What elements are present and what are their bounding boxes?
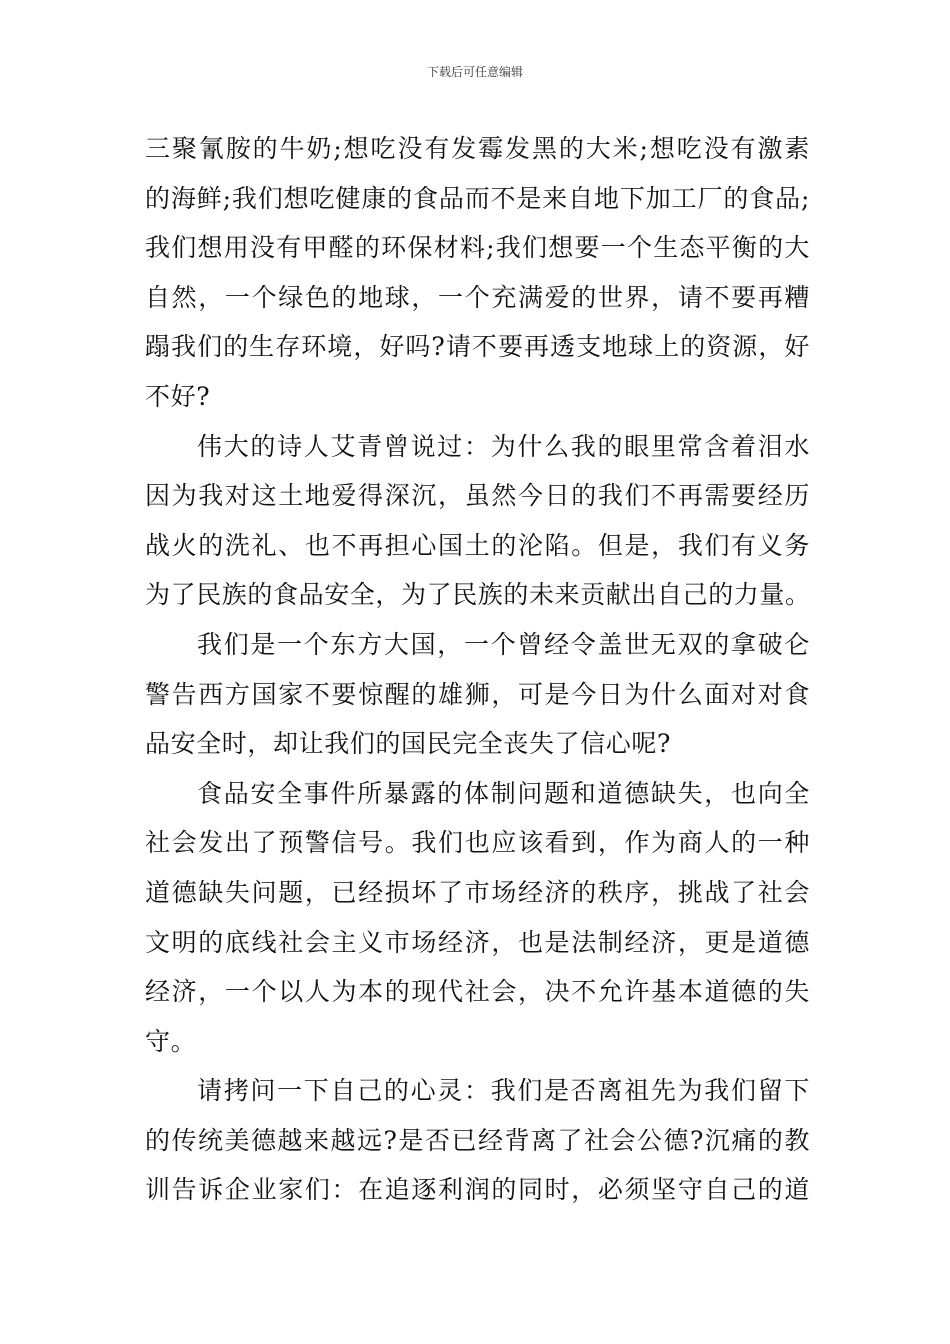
text-line: 的海鲜;我们想吃健康的食品而不是来自地下加工厂的食品; — [145, 183, 810, 213]
text-line: 社会发出了预警信号。我们也应该看到，作为商人的一种 — [145, 828, 810, 858]
text-line: 三聚氰胺的牛奶;想吃没有发霉发黑的大米;想吃没有激素 — [145, 134, 810, 163]
paragraph — [145, 620, 810, 769]
document-body — [145, 124, 810, 1215]
text-line: 蹋我们的生存环境，好吗?请不要再透支地球上的资源，好 — [145, 332, 810, 362]
text-line: 经济，一个以人为本的现代社会，决不允许基本道德的失 — [145, 977, 810, 1007]
paragraph — [145, 124, 810, 422]
text-line: 伟大的诗人艾青曾说过：为什么我的眼里常含着泪水 — [197, 431, 810, 461]
text-line: 请拷问一下自己的心灵：我们是否离祖先为我们留下 — [197, 1076, 810, 1106]
text-line: 警告西方国家不要惊醒的雄狮，可是今日为什么面对对食 — [145, 679, 810, 709]
text-line: 战火的洗礼、也不再担心国土的沦陷。但是，我们有义务 — [145, 530, 810, 560]
text-line: 不好? — [145, 381, 211, 411]
text-line: 品安全时，却让我们的国民完全丧失了信心呢? — [145, 729, 672, 759]
text-line: 我们想用没有甲醛的环保材料;我们想要一个生态平衡的大 — [145, 233, 810, 263]
paragraph — [145, 769, 810, 1067]
text-line: 训告诉企业家们：在追逐利润的同时，必须坚守自己的道 — [145, 1175, 810, 1205]
text-line: 自然，一个绿色的地球，一个充满爱的世界，请不要再糟 — [145, 282, 810, 312]
text-line: 我们是一个东方大国，一个曾经令盖世无双的拿破仑 — [197, 629, 810, 659]
text-line: 因为我对这土地爱得深沉，虽然今日的我们不再需要经历 — [145, 481, 810, 511]
paragraph — [145, 422, 810, 620]
text-line: 食品安全事件所暴露的体制问题和道德缺失，也向全 — [197, 778, 810, 808]
page-header-note: 下载后可任意编辑 — [426, 65, 523, 79]
text-line: 守。 — [145, 1026, 197, 1056]
paragraph — [145, 1066, 810, 1215]
text-line: 的传统美德越来越远?是否已经背离了社会公德?沉痛的教 — [145, 1125, 810, 1155]
text-line: 道德缺失问题，已经损坏了市场经济的秩序，挑战了社会 — [145, 877, 810, 907]
text-line: 文明的底线社会主义市场经济，也是法制经济，更是道德 — [145, 927, 810, 957]
text-line: 为了民族的食品安全，为了民族的未来贡献出自己的力量。 — [145, 580, 811, 610]
